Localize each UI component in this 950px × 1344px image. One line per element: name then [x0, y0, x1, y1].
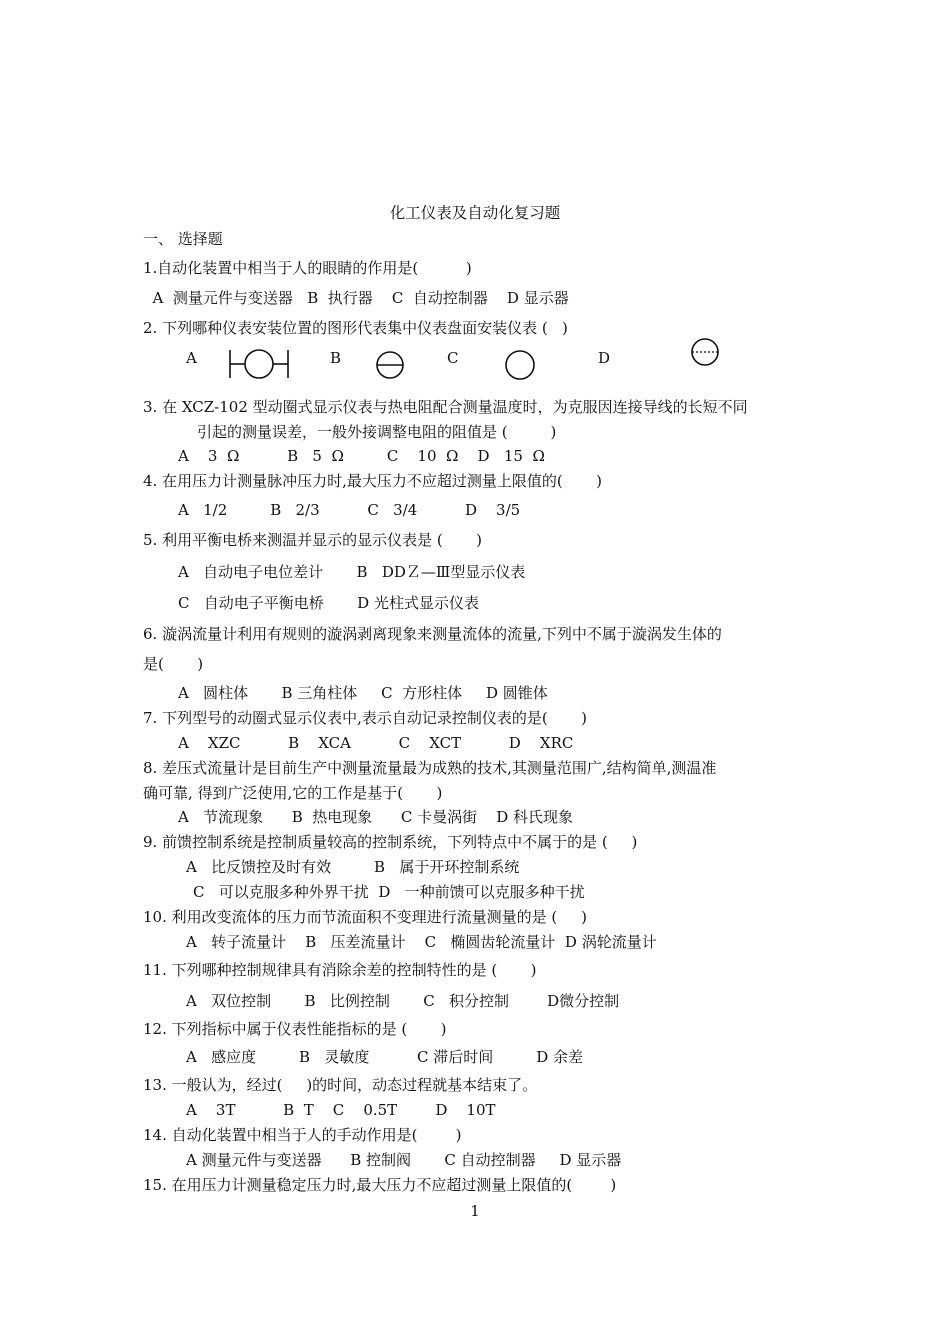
question-9-options-ab: A 比反馈控及时有效 B 属于开环控制系统 [186, 858, 520, 876]
question-7: 7. 下列型号的动圈式显示仪表中,表示自动记录控制仪表的是( ) [143, 709, 587, 727]
field-mounted-instrument-symbol [228, 348, 292, 380]
local-instrument-circle-symbol [502, 350, 538, 380]
question-5-options-cd: C 自动电子平衡电桥 D 光柱式显示仪表 [178, 594, 479, 612]
question-3-options: A 3 Ω B 5 Ω C 10 Ω D 15 Ω [178, 447, 545, 465]
question-11: 11. 下列哪种控制规律具有消除余差的控制特性的是 ( ) [143, 961, 537, 979]
question-5: 5. 利用平衡电桥来测温并显示的显示仪表是 ( ) [143, 531, 482, 549]
question-1: 1.自动化装置中相当于人的眼睛的作用是( ) [143, 259, 472, 277]
question-9: 9. 前馈控制系统是控制质量较高的控制系统，下列特点中不属于的是 ( ) [143, 833, 638, 851]
question-10-options: A 转子流量计 B 压差流量计 C 椭圆齿轮流量计 D 涡轮流量计 [186, 933, 657, 951]
question-5-options-ab: A 自动电子电位差计 B DDＺ—Ⅲ型显示仪表 [178, 563, 526, 581]
question-6-line-2: 是( ) [143, 655, 204, 673]
q2-option-c-label: C [447, 349, 459, 367]
section-heading: 一、 选择题 [143, 230, 223, 248]
page-title: 化工仪表及自动化复习题 [389, 204, 561, 222]
q2-option-a-label: A [186, 349, 197, 367]
question-11-options: A 双位控制 B 比例控制 C 积分控制 D微分控制 [186, 992, 620, 1010]
question-6-line-1: 6. 漩涡流量计利用有规则的漩涡剥离现象来测量流体的流量,下列中不属于漩涡发生体的 [143, 625, 722, 643]
question-1-options: A 测量元件与变送器 B 执行器 C 自动控制器 D 显示器 [143, 289, 569, 307]
question-2: 2. 下列哪种仪表安装位置的图形代表集中仪表盘面安装仪表 ( ) [143, 319, 568, 337]
question-8-line-1: 8. 差压式流量计是目前生产中测量流量最为成熟的技术,其测量范围广,结构简单,测温准 [143, 759, 717, 777]
question-13-options: A 3T B T C 0.5T D 10T [186, 1101, 496, 1119]
question-6-options: A 圆柱体 B 三角柱体 C 方形柱体 D 圆锥体 [178, 684, 548, 702]
question-3-line-2: 引起的测量误差，一般外接调整电阻的阻值是 ( ) [197, 423, 557, 441]
question-10: 10. 利用改变流体的压力而节流面积不变理进行流量测量的是 ( ) [143, 908, 587, 926]
question-14: 14. 自动化装置中相当于人的手动作用是( ) [143, 1126, 462, 1144]
back-panel-instrument-symbol [688, 338, 722, 368]
question-12: 12. 下列指标中属于仪表性能指标的是 ( ) [143, 1020, 447, 1038]
page-number: 1 [470, 1202, 480, 1220]
question-9-options-cd: C 可以克服多种外界干扰 D 一种前馈可以克服多种干扰 [193, 883, 585, 901]
question-12-options: A 感应度 B 灵敏度 C 滞后时间 D 余差 [186, 1048, 584, 1066]
panel-mounted-instrument-symbol [373, 350, 407, 380]
question-4-options: A 1/2 B 2/3 C 3/4 D 3/5 [178, 501, 521, 519]
question-15: 15. 在用压力计测量稳定压力时,最大压力不应超过测量上限值的( ) [143, 1176, 617, 1194]
question-8-line-2: 确可靠, 得到广泛使用,它的工作是基于( ) [143, 784, 443, 802]
q2-option-b-label: B [330, 349, 342, 367]
q2-option-d-label: D [598, 349, 611, 367]
question-7-options: A XZC B XCA C XCT D XRC [178, 734, 574, 752]
question-4: 4. 在用压力计测量脉冲压力时,最大压力不应超过测量上限值的( ) [143, 472, 602, 490]
question-3-line-1: 3. 在 XCZ-102 型动圈式显示仪表与热电阻配合测量温度时，为克服因连接导线的长短不同 [143, 398, 748, 416]
question-13: 13. 一般认为，经过( )的时间，动态过程就基本结束了。 [143, 1076, 538, 1094]
question-14-options: A 测量元件与变送器 B 控制阀 C 自动控制器 D 显示器 [186, 1151, 622, 1169]
question-8-options: A 节流现象 B 热电现象 C 卡曼涡街 D 科氏现象 [178, 808, 574, 826]
